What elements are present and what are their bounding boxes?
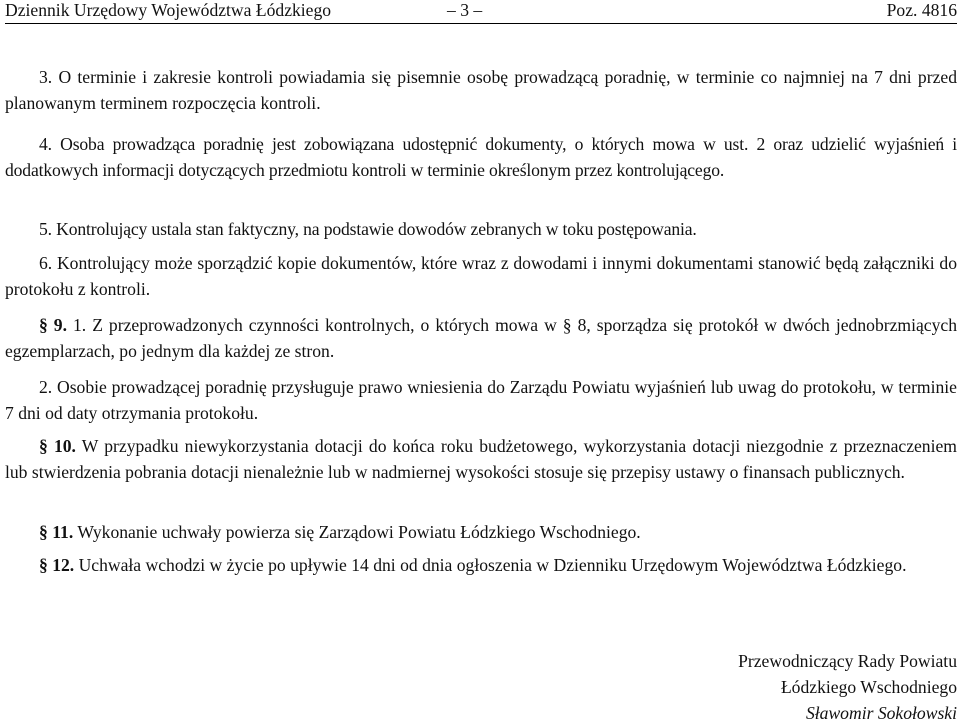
- signature-block: [637, 648, 957, 726]
- section-10-number: § 10.: [39, 436, 76, 456]
- signature-name: Sławomir Sokołowski: [805, 703, 957, 723]
- paragraph-6: 6. Kontrolujący może sporządzić kopie dokumentów, które wraz z dowodami i innymi dokumentami stanowić będą załączniki do protokołu z kontroli.: [5, 253, 957, 299]
- paragraph-5: 5. Kontrolujący ustala stan faktyczny, na podstawie dowodów zebranych w toku postępowania.: [39, 219, 697, 239]
- section-11-number: § 11.: [39, 522, 74, 542]
- section-12-text: Uchwała wchodzi w życie po upływie 14 dni od dnia ogłoszenia w Dzienniku Urzędowym Województwa Łódzkiego.: [78, 555, 907, 575]
- section-12-number: § 12.: [39, 555, 75, 575]
- paragraph-4: 4. Osoba prowadząca poradnię jest zobowiązana udostępnić dokumenty, o których mowa w ust. 2 oraz udzielić wyjaśnień i dodatkowych informacji dotyczących przedmiotu kontroli w terminie określonym przez kontrolującego.: [5, 134, 957, 180]
- position-number: Poz. 4816: [886, 0, 957, 20]
- paragraph-3: 3. O terminie i zakresie kontroli powiadamia się pisemnie osobę prowadzącą poradnię, w terminie co najmniej na 7 dni przed planowanym terminem rozpoczęcia kontroli.: [5, 67, 957, 113]
- header-divider: [5, 23, 957, 24]
- section-10: [5, 433, 957, 485]
- page-header: [5, 0, 957, 22]
- section-11-text: Wykonanie uchwały powierza się Zarządowi Powiatu Łódzkiego Wschodniego.: [77, 522, 641, 542]
- section-9-number: § 9.: [39, 315, 67, 335]
- section-9-paragraph-1: [5, 312, 957, 364]
- section-9-paragraph-2: 2. Osobie prowadzącej poradnię przysługuje prawo wniesienia do Zarządu Powiatu wyjaśnień lub uwag do protokołu, w terminie 7 dni od daty otrzymania protokołu.: [5, 377, 957, 423]
- signature-title-line-2: Łódzkiego Wschodniego: [780, 677, 957, 697]
- section-11: [5, 519, 957, 545]
- section-10-text: W przypadku niewykorzystania dotacji do końca roku budżetowego, wykorzystania dotacji niezgodnie z przeznaczeniem lub stwierdzenia pobrania dotacji nienależnie lub w nadmiernej wysokości stosuje się przepisy ustawy o finansach publicznych.: [5, 436, 957, 482]
- journal-title: Dziennik Urzędowy Województwa Łódzkiego: [5, 0, 332, 20]
- section-12: [5, 552, 957, 578]
- section-9-text-1: 1. Z przeprowadzonych czynności kontrolnych, o których mowa w § 8, sporządza się protokół w dwóch jednobrzmiących egzemplarzach, po jednym dla każdej ze stron.: [5, 315, 958, 361]
- signature-title-line-1: Przewodniczący Rady Powiatu: [738, 651, 957, 671]
- page-number: – 3 –: [447, 0, 483, 20]
